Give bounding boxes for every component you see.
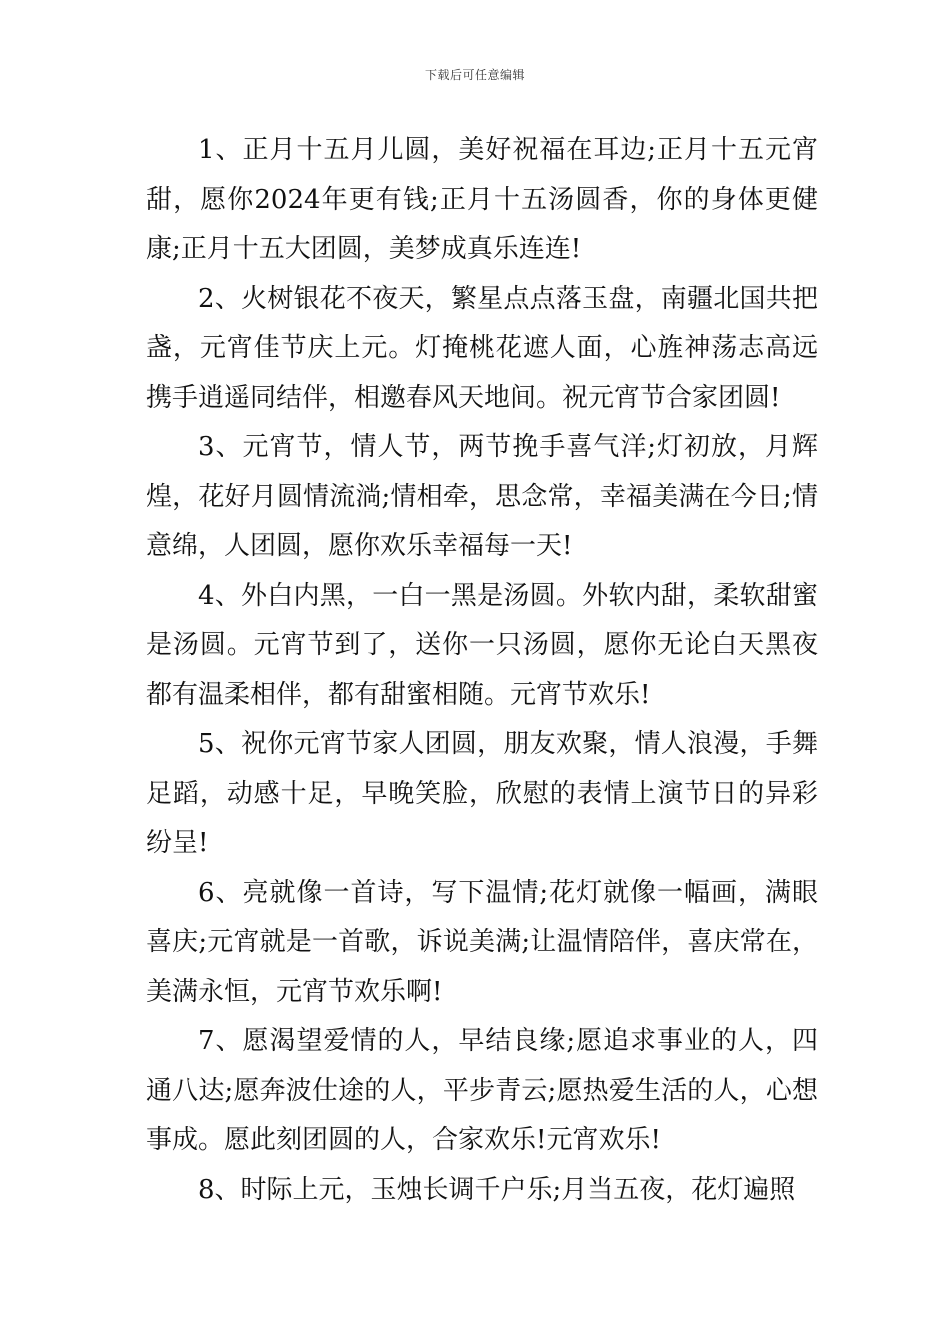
paragraph-8: 8、时际上元，玉烛长调千户乐;月当五夜，花灯遍照 — [198, 1174, 796, 1205]
document-body — [146, 126, 818, 1215]
paragraph-4: 4、外白内黑，一白一黑是汤圆。外软内甜，柔软甜蜜是汤圆。元宵节到了，送你一只汤圆，愿你无论白天黑夜都有温柔相伴，都有甜蜜相随。元宵节欢乐! — [146, 580, 818, 710]
paragraph-7: 7、愿渴望爱情的人，早结良缘;愿追求事业的人，四通八达;愿奔波仕途的人，平步青云;愿热爱生活的人，心想事成。愿此刻团圆的人，合家欢乐!元宵欢乐! — [146, 1026, 818, 1155]
paragraph-3: 3、元宵节，情人节，两节挽手喜气洋;灯初放，月辉煌，花好月圆情流淌;情相牵，思念常，幸福美满在今日;情意绵，人团圆，愿你欢乐幸福每一天! — [146, 432, 818, 561]
paragraph-2: 2、火树银花不夜天，繁星点点落玉盘，南疆北国共把盏，元宵佳节庆上元。灯掩桃花遮人面，心旌神荡志高远携手逍遥同结伴，相邀春风天地间。祝元宵节合家团圆! — [146, 283, 818, 413]
paragraph-6: 6、亮就像一首诗，写下温情;花灯就像一幅画，满眼喜庆;元宵就是一首歌，诉说美满;让温情陪伴，喜庆常在，美满永恒，元宵节欢乐啊! — [146, 877, 818, 1007]
paragraph-5: 5、祝你元宵节家人团圆，朋友欢聚，情人浪漫，手舞足蹈，动感十足，早晚笑脸，欣慰的表情上演节日的异彩纷呈! — [146, 729, 818, 858]
paragraph-1: 1、正月十五月儿圆，美好祝福在耳边;正月十五元宵甜，愿你2024年更有钱;正月十五汤圆香，你的身体更健康;正月十五大团圆，美梦成真乐连连! — [146, 135, 818, 264]
page-header: 下载后可任意编辑 — [424, 68, 525, 82]
